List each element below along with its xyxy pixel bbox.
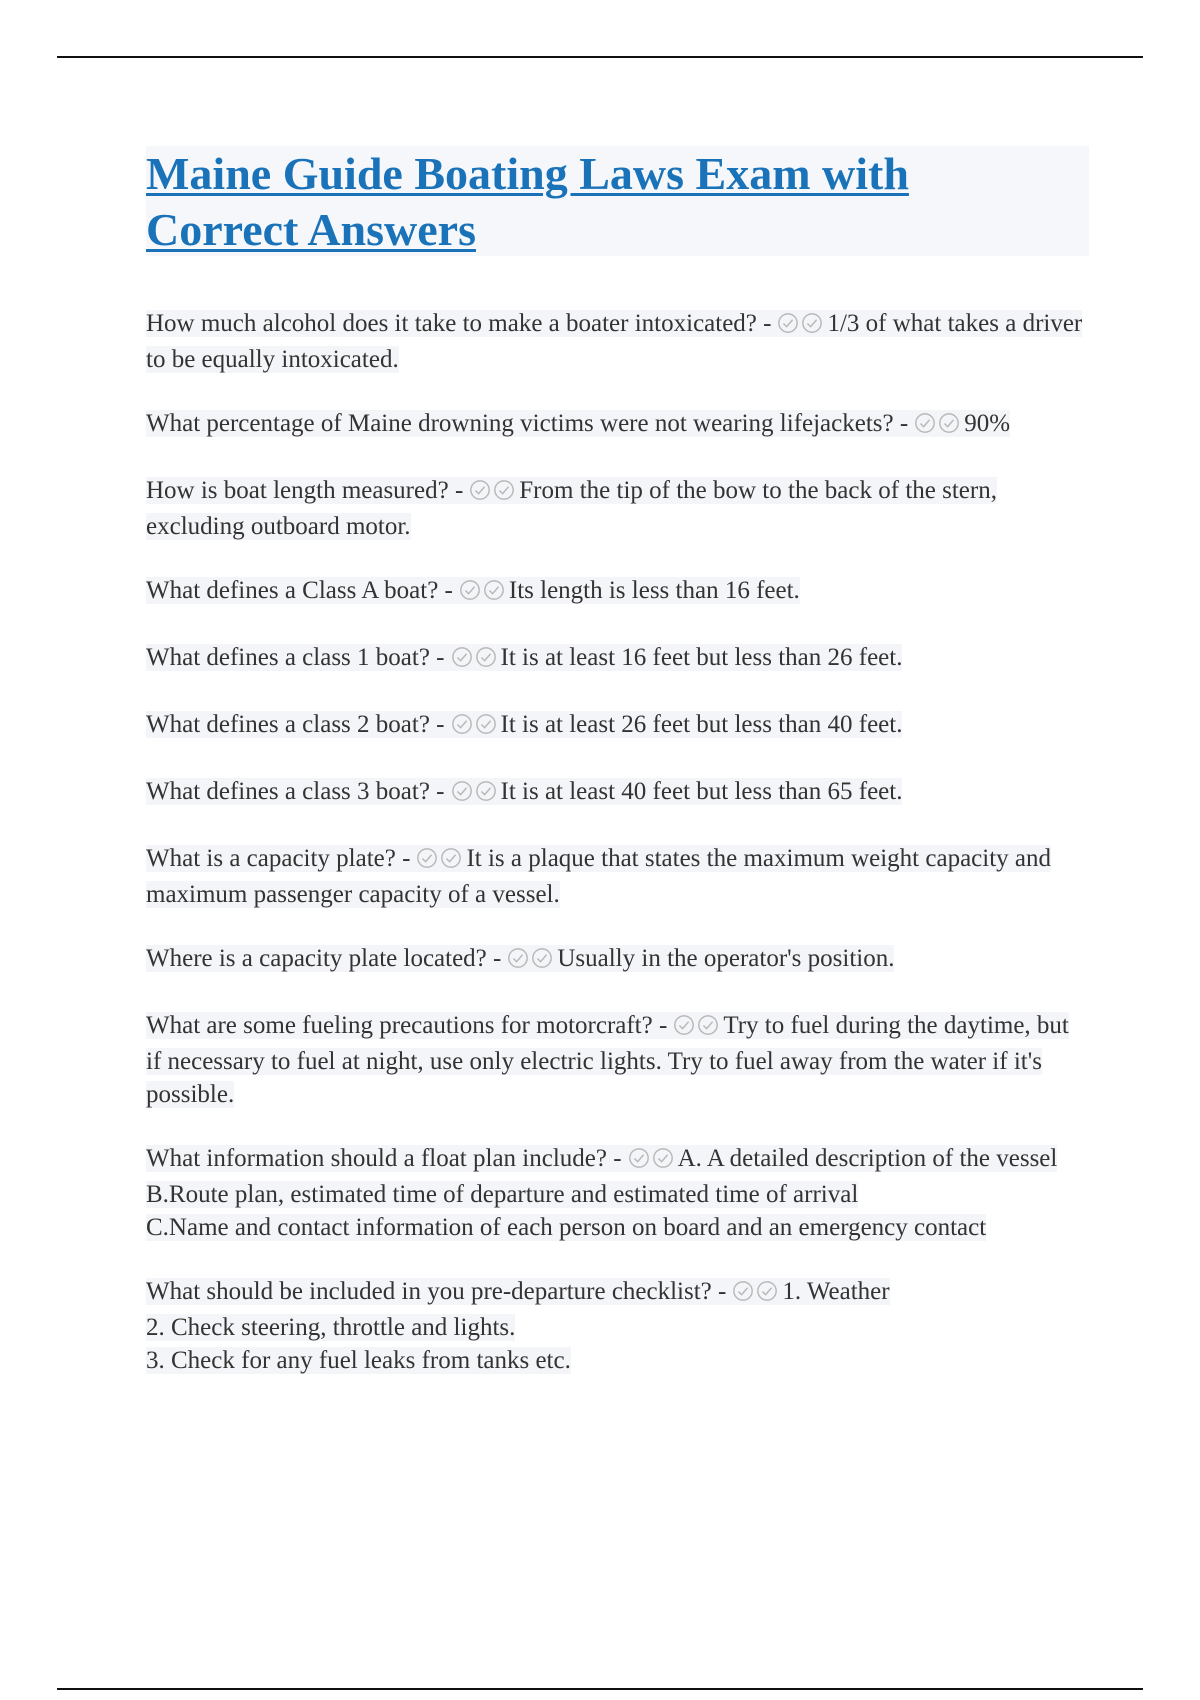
double-check-circle-icon [730, 1278, 778, 1311]
check-circle-icon [505, 947, 531, 969]
check-circle-icon [491, 479, 517, 501]
check-circle-icon [650, 1147, 676, 1169]
answer-line [146, 1344, 1086, 1377]
question-text: What information should a float plan include? - [146, 1145, 622, 1172]
answer-text: B.Route plan, estimated time of departure and estimated time of arrival [146, 1181, 859, 1208]
qa-highlight [146, 1012, 1069, 1108]
check-circle-icon [626, 1147, 652, 1169]
check-circle-icon [799, 312, 825, 334]
qa-highlight [146, 477, 997, 540]
check-circle-icon [449, 780, 475, 802]
qa-list [146, 307, 1086, 1408]
check-circle-icon [467, 479, 493, 501]
question-text: What defines a class 1 boat? - [146, 644, 445, 671]
double-check-circle-icon [626, 1145, 674, 1178]
check-circle-icon [529, 947, 555, 969]
qa-item [146, 775, 1086, 811]
double-check-circle-icon [457, 577, 505, 610]
answer-text: It is at least 40 feet but less than 65 feet. [500, 778, 903, 805]
double-check-circle-icon [775, 310, 823, 343]
header-rule [57, 56, 1143, 58]
check-circle-icon [912, 412, 938, 434]
question-text: What defines a class 2 boat? - [146, 711, 445, 738]
answer-text: From the tip of the bow to the back of the stern, excluding outboard motor. [146, 477, 997, 540]
qa-item [146, 1275, 1086, 1377]
question-text: What percentage of Maine drowning victims were not wearing lifejackets? - [146, 410, 909, 437]
question-text: How is boat length measured? - [146, 477, 464, 504]
question-text: What defines a Class A boat? - [146, 577, 453, 604]
double-check-circle-icon [467, 477, 515, 510]
double-check-circle-icon [912, 410, 960, 443]
answer-text: 2. Check steering, throttle and lights. [146, 1314, 516, 1341]
check-circle-icon [695, 1014, 721, 1036]
qa-first-line [146, 708, 1086, 744]
qa-highlight [146, 310, 1082, 373]
qa-item [146, 1009, 1086, 1111]
check-circle-icon [457, 579, 483, 601]
qa-first-line [146, 1009, 1086, 1111]
qa-highlight [146, 644, 902, 671]
answer-text: It is at least 26 feet but less than 40 feet. [500, 711, 903, 738]
answer-text: Usually in the operator's position. [557, 945, 895, 972]
check-circle-icon [936, 412, 962, 434]
qa-highlight [146, 945, 894, 972]
check-circle-icon [775, 312, 801, 334]
qa-item [146, 842, 1086, 911]
qa-first-line [146, 942, 1086, 978]
title-block [146, 146, 1089, 256]
answer-text: 1/3 of what takes a driver to be equally intoxicated. [146, 310, 1083, 373]
qa-highlight [146, 577, 800, 604]
double-check-circle-icon [449, 778, 497, 811]
qa-item [146, 641, 1086, 677]
qa-first-line [146, 574, 1086, 610]
qa-item [146, 307, 1086, 376]
qa-first-line [146, 1275, 1086, 1311]
qa-first-line [146, 775, 1086, 811]
qa-item [146, 407, 1086, 443]
qa-highlight [146, 711, 902, 738]
question-text: What defines a class 3 boat? - [146, 778, 445, 805]
qa-highlight [146, 410, 1010, 437]
check-circle-icon [473, 780, 499, 802]
qa-highlight [146, 778, 902, 805]
answer-line [146, 1211, 1086, 1244]
double-check-circle-icon [505, 945, 553, 978]
qa-first-line [146, 474, 1086, 543]
qa-first-line [146, 641, 1086, 677]
answer-text: A. A detailed description of the vessel [677, 1145, 1058, 1172]
qa-first-line [146, 307, 1086, 376]
qa-first-line [146, 407, 1086, 443]
check-circle-icon [473, 646, 499, 668]
check-circle-icon [481, 579, 507, 601]
qa-item [146, 708, 1086, 744]
check-circle-icon [438, 847, 464, 869]
qa-first-line [146, 842, 1086, 911]
question-text: What is a capacity plate? - [146, 845, 411, 872]
double-check-circle-icon [414, 845, 462, 878]
check-circle-icon [473, 713, 499, 735]
qa-highlight [146, 1278, 890, 1305]
check-circle-icon [449, 713, 475, 735]
check-circle-icon [730, 1280, 756, 1302]
double-check-circle-icon [449, 644, 497, 677]
qa-item [146, 574, 1086, 610]
document-title[interactable]: Maine Guide Boating Laws Exam with Correct Answers [146, 148, 909, 255]
answer-line [146, 1311, 1086, 1344]
answer-text: 90% [964, 410, 1011, 437]
check-circle-icon [414, 847, 440, 869]
qa-item [146, 1142, 1086, 1244]
question-text: What are some fueling precautions for motorcraft? - [146, 1012, 668, 1039]
check-circle-icon [754, 1280, 780, 1302]
answer-text: Its length is less than 16 feet. [508, 577, 800, 604]
answer-text: 3. Check for any fuel leaks from tanks etc. [146, 1347, 571, 1374]
check-circle-icon [671, 1014, 697, 1036]
question-text: How much alcohol does it take to make a boater intoxicated? - [146, 310, 772, 337]
qa-item [146, 942, 1086, 978]
double-check-circle-icon [449, 711, 497, 744]
qa-highlight [146, 1145, 1057, 1172]
answer-text: C.Name and contact information of each person on board and an emergency contact [146, 1214, 987, 1241]
check-circle-icon [449, 646, 475, 668]
answer-text: Try to fuel during the daytime, but if necessary to fuel at night, use only electric lights. Try to fuel away from the water if it's possible. [146, 1012, 1069, 1108]
footer-rule [57, 1688, 1143, 1690]
qa-first-line [146, 1142, 1086, 1178]
qa-highlight [146, 845, 1051, 908]
question-text: Where is a capacity plate located? - [146, 945, 502, 972]
qa-item [146, 474, 1086, 543]
question-text: What should be included in you pre-departure checklist? - [146, 1278, 727, 1305]
answer-line [146, 1178, 1086, 1211]
double-check-circle-icon [671, 1012, 719, 1045]
answer-text: 1. Weather [782, 1278, 890, 1305]
answer-text: It is at least 16 feet but less than 26 feet. [500, 644, 903, 671]
answer-text: It is a plaque that states the maximum weight capacity and maximum passenger capacity of a vessel. [146, 845, 1051, 908]
